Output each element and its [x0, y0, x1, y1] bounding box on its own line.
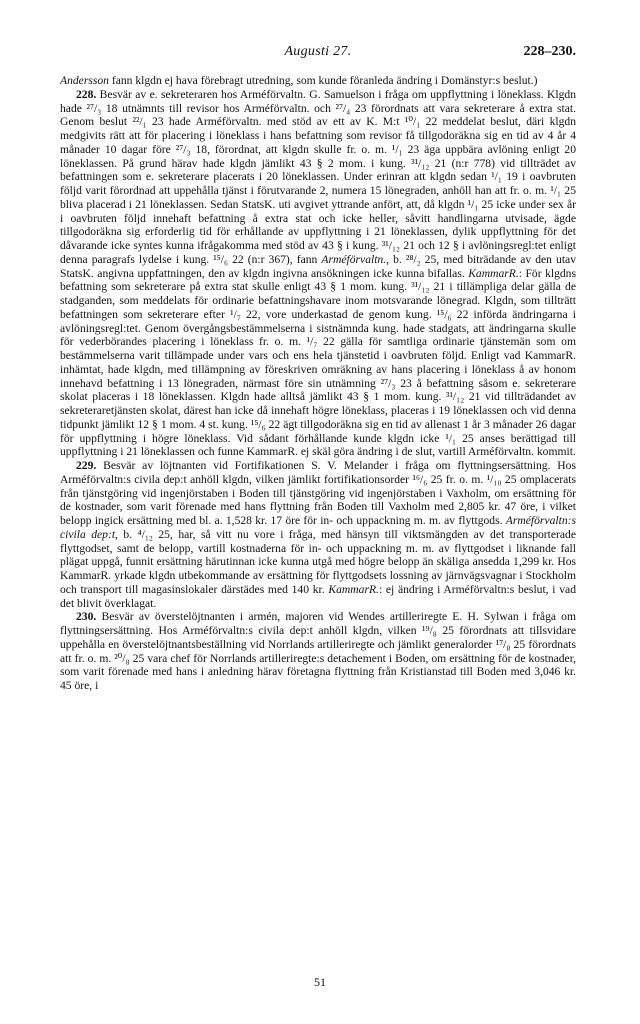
section-text: Besvär av e. sekreteraren hos Arméförvaltn. G. Samuelson i fråga om uppflyttning i löneklass. Klgdn hade ²⁷/₃ 18 utnämnts till revisor hos Arméförvaltn. och ²⁷/₄ 23 förordnats att vara sekreterare å extra stat. Genom beslut ²²/₁ 23 hade Arméförvaltn. med stöd av ett av K. M:t ¹⁰/₁ 22 meddelat beslut, däri klgdn medgivits rätt att för placering i löneklass i hans befattning som revisor få tillgodoräkna sig en tid av 4 år 4 månader 10 dagar före ²⁷/₃ 18, förordnat, att klgdn skulle fr. o. m. ¹/₁ 23 äga uppbära avlöning enligt 20 löneklassen. På grund härav hade klgdn jämlikt 43 § 2 mom. i kung. ³¹/₁₂ 21 (n:r 778) vid tillträdet av befattningen som e. sekreterare placerats i 20 löneklassen. Under erinran att klgdn sedan ¹/₁ 19 i oavbruten följd varit förordnad att uppehålla tjänst i förutvarande 2, numera 15 lönegraden, anhöll han att fr. o. m. ¹/₁ 25 bliva placerad i 21 löneklassen. Sedan StatsK. uti avgivet yttrande anfört, att, då klgdn ¹/₁ 25 icke under sex år i oavbruten följd innehaft befattning å extra stat och icke heller, såvitt handlingarna utvisade, ägde tillgodoräkna sig erforderlig tid för erhållande av uppflyttning i 21 löneklassen, dylik uppflyttning för det dåvarande icke syntes kunna ifrågakomma med stöd av 43 § i kung. ³¹/₁₂ 21 och 12 § i avlöningsregl:tet enligt denna paragrafs lydelse i kung. ¹⁵/₆ 22 (n:r 367), fann — [60, 87, 576, 266]
section-text: Besvär av överstelöjtnanten i armén, majoren vid Wendes artilleriregte E. H. Sylwan i fråga om flyttningsersättning. Hos Arméförvaltn:s civila dep:t anhöll klgdn, vilken ¹⁹/₈ 25 förordnats att tillsvidare uppehålla en överstelöjtnantsbeställning vid Norrlands artilleriregte och jämlikt generalorder ¹⁷/₈ 25 förordnats att fr. o. m. ²⁰/₈ 25 vara chef för Norrlands artilleriregte:s detachement i Boden, om ersättning för de kostnader, som varit förenade med hans i anledning härav företagna flyttning från Kristianstad till Boden med 3,046 kr. 45 öre, i — [60, 610, 576, 692]
citation: KammarR. — [468, 266, 519, 280]
section-number: 230. — [76, 610, 97, 624]
citation: Arméförvaltn. — [321, 252, 387, 266]
section-number: 228. — [76, 87, 97, 101]
section-number: 229. — [76, 459, 97, 472]
body-text — [60, 74, 576, 693]
citation: Arméförvaltn:s civila dep:t — [60, 514, 576, 541]
section-229 — [60, 459, 576, 610]
citation: KammarR. — [328, 582, 379, 596]
intro-text: fann klgdn ej hava förebragt utredning, som kunde föranleda ändring i Domänstyr:s beslut.) — [108, 74, 538, 87]
section-text: : ej ändring i Arméförvaltn:s beslut, i vad det blivit överklagat. — [60, 582, 576, 610]
intro-paragraph — [60, 74, 576, 88]
section-text: : För klgdns befattning som sekreterare på extra stat skulle enligt 43 § 1 mom. kung. ³¹/₁₂ 21 i tillämpliga delar gälla de stadganden, som meddelats för ordinarie befattningshavare inom motsvarande lönegrad. Klgdn, som tillträtt befattningen som sekreterare efter ¹/₇ 22, vore underkastad de genom kung. ¹⁵/₆ 22 införda ändringarna i avlöningsregl:tet. Genom övergångsbestämmelserna i sistnämnda kung. hade stadgats, att ändringarna skulle för vederbörandes placering i löneklass fr. o. m. ¹/₇ 22 gälla för samtliga ordinarie tjänstemän som om bestämmelserna varit tillämpade under vars och ens hela tjänstetid i oavbruten följd. Enligt vad KammarR. inhämtat, hade klgdn, med tillämpning av föreskriven omräkning av hans placering i löneklass å av honom innehavd befattning i 13 lönegraden, närmast före sin utnämning ²⁷/₃ 23 å befattning såsom e. sekreterare skolat placeras i 18 löneklassen. Klgdn hade alltså jämlikt 43 § 1 mom. kung. ³¹/₁₂ 21 vid tillträdandet av sekreteraretjänsten skolat, därest han icke då innehaft högre löneklass, placeras i 19 löneklassen och vid denna tidpunkt jämlikt 12 § 1 mom. 4 st. kung. ¹⁵/₆ 22 ägt tillgodoräkna sig en tid av allenast 1 år 3 månader 26 dagar för uppflyttning i högre löneklass. Vid sådant förhållande kunde klgdn icke ¹/₁ 25 anses berättigad till uppflyttning i 21 löneklassen och funne KammarR. ej skäl göra ändring i de slut, vartill Arméförvaltn. kommit. — [60, 266, 576, 459]
section-230 — [60, 610, 576, 693]
section-text: , b. ⁴/₁₂ 25, har, så vitt nu vore i fråga, med hänsyn till viktsmängden av det transporterade flyttgodset, samt de belopp, vartill kostnaderna för in- och uppackning m. m. av flyttgodset i liknande fall plägat uppgå, funnit ersättning härutinnan icke kunna utgå med högre belopp än skäliga ansedda 1,299 kr. Hos KammarR. yrkade klgdn utbekommande av ersättning för flyttgodsets lossning av järnvägsvagnar i Stockholm och transport till magasinslokaler därstädes med 140 kr. — [60, 527, 576, 596]
intro-name: Andersson — [60, 74, 109, 87]
section-228 — [60, 88, 576, 459]
section-text: , b. ²⁸/₂ 25, med biträdande av den utav StatsK. angivna uppfattningen, den av klgdn ingivna ansökningen icke kunna bifallas. — [60, 252, 576, 280]
header-section-range: 228–230. — [523, 44, 576, 59]
running-header — [60, 44, 576, 64]
page-number: 51 — [314, 975, 326, 989]
header-title: Augusti 27. — [284, 44, 352, 59]
section-text: Besvär av löjtnanten vid Fortifikationen S. V. Melander i fråga om flyttningsersättning. Hos Arméförvaltn:s civila dep:t anhöll klgdn, vilken jämlikt fortifikationsorder ¹⁶/₆ 25 fr. o. m. ¹/₁₀ 25 omplacerats från tjänstgöring vid ingenjörstaben i Boden till tjänstgöring vid ingenjörstaben i Vaxholm, om ersättning för de kostnader, som varit förenade med hans flyttning från Boden till Vaxholm med 2,805 kr. 47 öre, i vilket belopp ingick ersättning med bl. a. 1,528 kr. 17 öre för in- och uppackning m. m. av flyttgods. — [60, 459, 576, 527]
